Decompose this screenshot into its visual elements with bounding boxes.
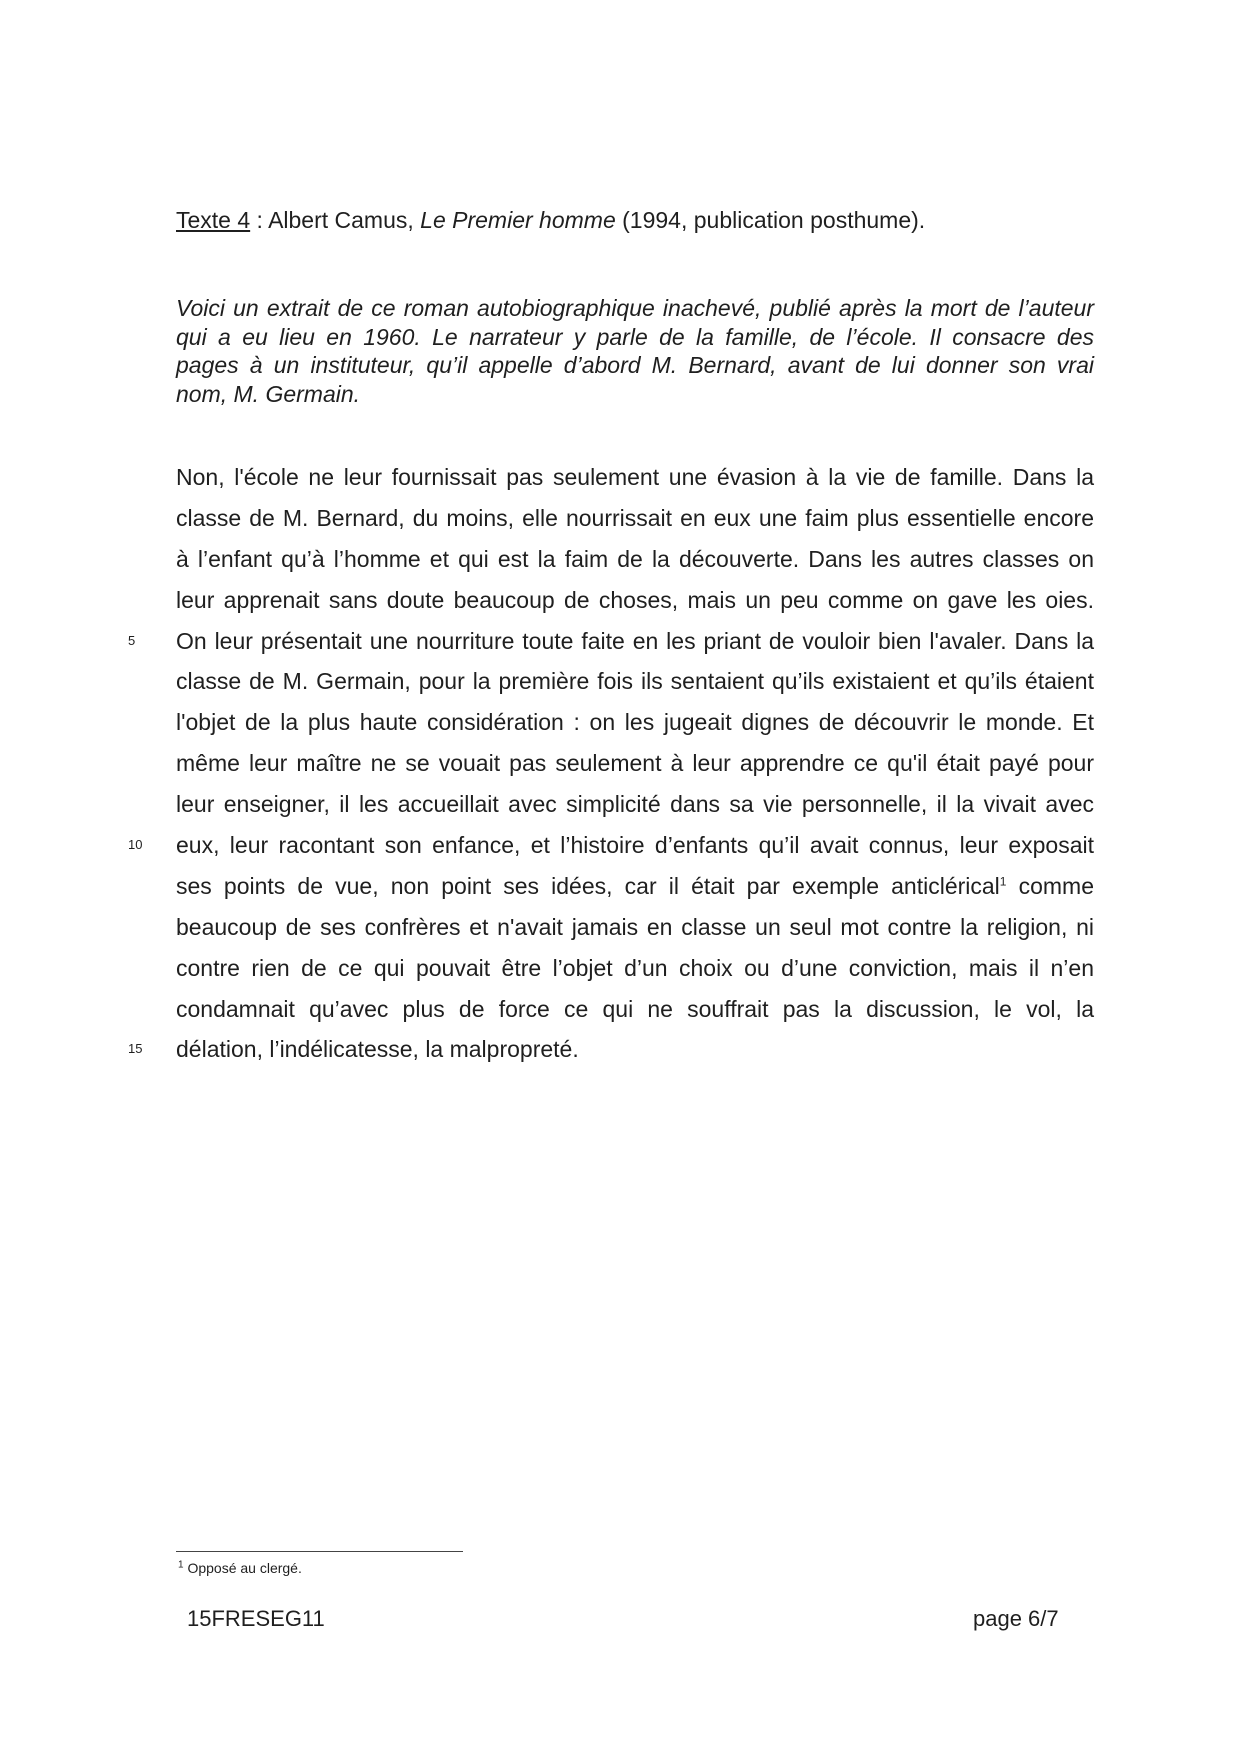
footnote (178, 1560, 302, 1576)
passage-line: classe de M. Bernard, du moins, elle nourrissait en eux une faim plus essentielle encore (176, 504, 1094, 531)
line-number-15: 15 (128, 1041, 143, 1057)
passage-line: l'objet de la plus haute considération : on les jugeait dignes de découvrir le monde. Et (176, 709, 1094, 736)
passage-line: leur enseigner, il les accueillait avec simplicité dans sa vie personnelle, il la vivait avec (176, 791, 1094, 818)
footnote-text: Opposé au clergé. (183, 1560, 302, 1576)
passage-line-10 (128, 830, 1094, 871)
footnote-divider (176, 1551, 463, 1552)
book-title: Le Premier homme (420, 207, 616, 233)
passage-line: à l’enfant qu’à l’homme et qui est la faim de la découverte. Dans les autres classes on (176, 545, 1094, 572)
passage-line: leur apprenait sans doute beaucoup de choses, mais un peu comme on gave les oies. (176, 586, 1094, 613)
passage-line: condamnait qu’avec plus de force ce qui ne souffrait pas la discussion, le vol, la (176, 995, 1094, 1022)
footnote-marker: 1 (178, 1559, 184, 1571)
page-number: page 6/7 (973, 1606, 1059, 1631)
passage-line-text: eux, leur racontant son enfance, et l’histoire d’enfants qu’il avait connus, leur exposait (176, 832, 1094, 859)
intro-line: Voici un extrait de ce roman autobiographique inachevé, publié après la mort de l’auteur (176, 295, 1094, 321)
intro-line: nom, M. Germain. (176, 380, 361, 407)
text-heading (176, 207, 925, 234)
passage-line: même leur maître ne se vouait pas seulement à leur apprendre ce qu'il était payé pour (176, 750, 1094, 777)
footnote-reference: 1 (999, 874, 1007, 889)
introduction (176, 294, 1094, 408)
passage-line: Non, l'école ne leur fournissait pas seulement une évasion à la vie de famille. Dans la (176, 464, 1094, 490)
text-label: Texte 4 (176, 207, 251, 233)
line-number-10: 10 (128, 837, 143, 853)
passage-line-tail: comme (1006, 872, 1094, 899)
passage-line-5 (128, 626, 1094, 667)
author-name: Albert Camus, (268, 207, 421, 233)
passage-line: classe de M. Germain, pour la première fois ils sentaient qu’ils existaient et qu’ils étaient (176, 668, 1094, 695)
passage-line-text: On leur présentait une nourriture toute faite en les priant de vouloir bien l'avaler. Dans la (176, 627, 1094, 654)
passage-line: contre rien de ce qui pouvait être l’objet d’un choix ou d’une conviction, mais il n’en (176, 954, 1094, 981)
publication-details: (1994, publication posthume). (615, 207, 926, 233)
line-number-5: 5 (128, 632, 136, 648)
passage-line-15 (128, 1034, 1094, 1075)
intro-line: qui a eu lieu en 1960. Le narrateur y parle de la famille, de l’école. Il consacre des (176, 323, 1094, 350)
passage-line-text: ses points de vue, non point ses idées, car il était par exemple anticlérical (176, 872, 1000, 899)
passage-line-footnote-ref (176, 871, 1094, 912)
heading-separator: : (250, 207, 269, 233)
intro-line: pages à un instituteur, qu’il appelle d’abord M. Bernard, avant de lui donner son vrai (176, 352, 1094, 378)
passage-line-text: délation, l’indélicatesse, la malpropreté. (176, 1036, 579, 1063)
passage (128, 462, 1094, 1075)
passage-line: beaucoup de ses confrères et n'avait jamais en classe un seul mot contre la religion, ni (176, 913, 1094, 940)
document-code: 15FRESEG11 (187, 1606, 325, 1631)
